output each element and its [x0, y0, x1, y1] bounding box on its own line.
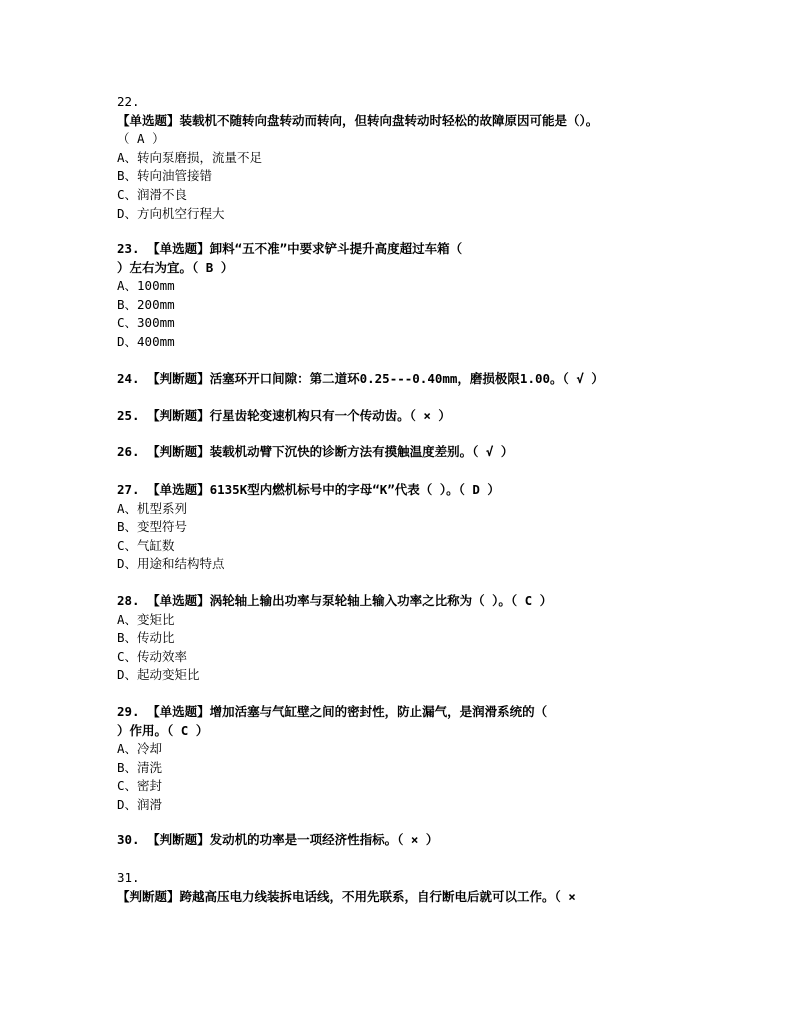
question-text: 【判断题】跨越高压电力线装拆电话线，不用先联系，自行断电后就可以工作。（ × [117, 888, 576, 904]
answer-key: （ A ） [117, 131, 165, 147]
option-b: B、变型符号 [117, 519, 188, 535]
question-text: 27. 【单选题】6135K型内燃机标号中的字母“K”代表（ ）。（ D ） [117, 482, 500, 497]
option-a: A、冷却 [117, 741, 163, 757]
option-c: C、传动效率 [117, 648, 188, 664]
option-d: D、400mm [117, 333, 175, 349]
question-29 [117, 703, 767, 815]
option-b: B、清洗 [117, 759, 163, 775]
question-30 [117, 831, 767, 850]
question-text: 24. 【判断题】活塞环开口间隙：第二道环0.25---0.40mm，磨损极限1.00。（ √ ） [117, 371, 604, 386]
option-b: B、传动比 [117, 630, 175, 646]
option-a: A、变矩比 [117, 611, 175, 627]
question-text-continued: ）作用。（ C ） [117, 722, 209, 738]
option-d: D、方向机空行程大 [117, 205, 225, 221]
option-a: A、转向泵磨损，流量不足 [117, 149, 263, 165]
option-d: D、用途和结构特点 [117, 556, 225, 572]
question-28 [117, 592, 767, 685]
option-d: D、起动变矩比 [117, 667, 200, 683]
question-25 [117, 407, 767, 426]
question-text: 26. 【判断题】装载机动臂下沉快的诊断方法有摸触温度差别。（ √ ） [117, 444, 514, 459]
option-c: C、密封 [117, 778, 163, 794]
question-24 [117, 370, 767, 389]
question-text: 25. 【判断题】行星齿轮变速机构只有一个传动齿。（ × ） [117, 408, 451, 423]
question-number: 22. [117, 94, 140, 109]
question-text: 29. 【单选题】增加活塞与气缸壁之间的密封性，防止漏气，是润滑系统的（ [117, 704, 548, 719]
question-22 [117, 93, 767, 223]
option-b: B、200mm [117, 296, 175, 312]
question-26 [117, 443, 767, 462]
question-27 [117, 481, 767, 574]
option-a: A、100mm [117, 278, 175, 294]
question-text: 23. 【单选题】卸料“五不准”中要求铲斗提升高度超过车箱（ [117, 241, 463, 256]
option-d: D、润滑 [117, 796, 163, 812]
question-text: 【单选题】装载机不随转向盘转动而转向，但转向盘转动时轻松的故障原因可能是（）。 [117, 112, 599, 128]
option-c: C、润滑不良 [117, 186, 188, 202]
question-23 [117, 240, 767, 352]
option-a: A、机型系列 [117, 500, 188, 516]
option-b: B、转向油管接错 [117, 168, 213, 184]
option-c: C、气缸数 [117, 537, 175, 553]
option-c: C、300mm [117, 315, 175, 331]
question-text: 28. 【单选题】涡轮轴上输出功率与泵轮轴上输入功率之比称为（ ）。（ C ） [117, 593, 553, 608]
question-number: 31. [117, 870, 140, 885]
question-text: 30. 【判断题】发动机的功率是一项经济性指标。（ × ） [117, 832, 439, 847]
question-31 [117, 869, 767, 906]
question-text-continued: ）左右为宜。（ B ） [117, 259, 234, 275]
